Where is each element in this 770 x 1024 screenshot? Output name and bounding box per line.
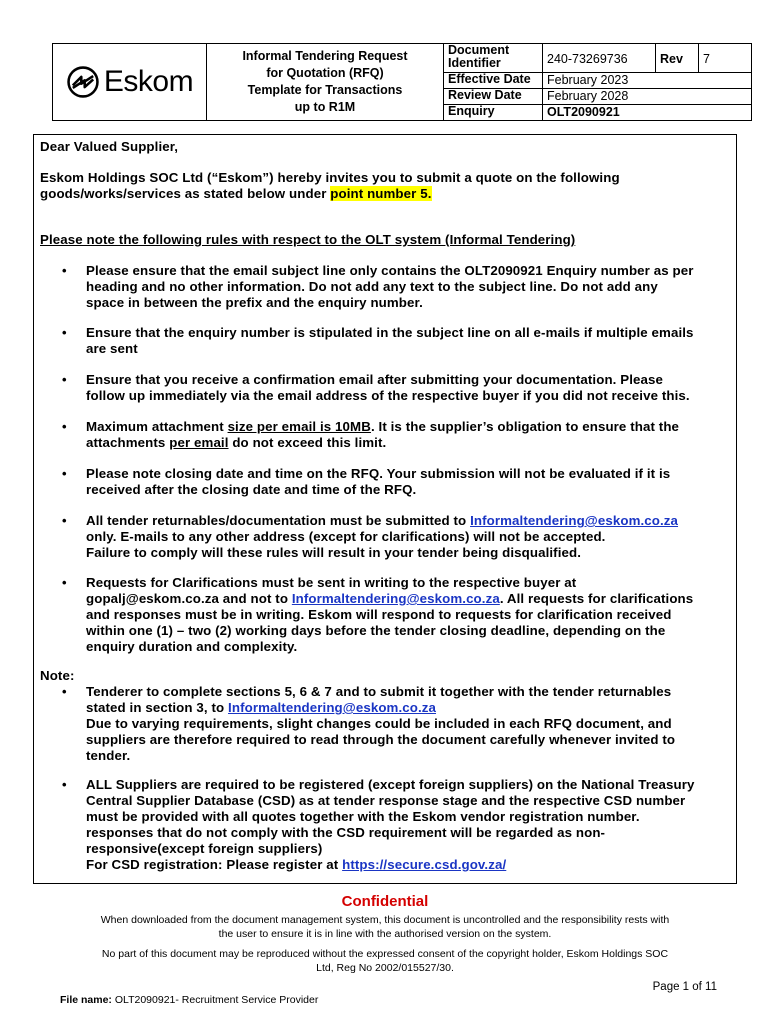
- rule-item: Requests for Clarifications must be sent in writing to the respective buyer at gopalj@eskom.co.za and not to Informaltendering@eskom.co.za. All requests for clarifications and responses must be in writing. Eskom will respond to requests for clarification received within one (1) – two (2) working days before the tender closing deadline, depending on the enquiry duration and complexity.: [86, 575, 694, 654]
- email-link[interactable]: Informaltendering@eskom.co.za: [470, 513, 679, 528]
- note-item: Tenderer to complete sections 5, 6 & 7 and to submit it together with the tender returnables stated in section 3, to Informaltendering@eskom.co.za Due to varying requirements, slight changes could be included in each RFQ document, and suppliers are therefore required to read through the document carefully whenever invited to tender.: [86, 684, 676, 763]
- greeting: Dear Valued Supplier,: [40, 139, 179, 154]
- note-item: ALL Suppliers are required to be registered (except foreign suppliers) on the National Treasury Central Supplier Database (CSD) as at tender response stage and the respective CSD number must be provided with all quotes together with the Eskom vendor registration number. responses that do not comply with the CSD requirement will be regarded as non- responsive(except foreign suppliers) For CSD registration: Please register at https://secure.csd.gov.za/: [86, 777, 695, 872]
- page-number: Page 1 of 11: [652, 981, 717, 993]
- eskom-logo-icon: [66, 65, 100, 99]
- rule-item: Ensure that you receive a confirmation email after submitting your documentation. Please follow up immediately via the email address of the respective buyer if you did not receive this.: [86, 372, 690, 403]
- email-link[interactable]: Informaltendering@eskom.co.za: [228, 700, 437, 715]
- bullet-icon: •: [62, 777, 67, 792]
- rev-value: 7: [699, 44, 752, 73]
- rule-item: All tender returnables/documentation must be submitted to Informaltendering@eskom.co.za only. E-mails to any other address (except for clarifications) will not be accepted. Failure to comply will these rules will result in your tender being disqualified.: [86, 513, 679, 560]
- doc-id-value: 240-73269736: [543, 44, 656, 73]
- bullet-icon: •: [62, 466, 67, 481]
- document-header-table: [52, 43, 752, 121]
- logo-cell: [53, 44, 207, 121]
- bullet-icon: •: [62, 325, 67, 340]
- csd-registration-link[interactable]: https://secure.csd.gov.za/: [342, 857, 507, 872]
- rev-label: Rev: [656, 44, 699, 73]
- review-date-label: Review Date: [444, 89, 543, 105]
- bullet-icon: •: [62, 684, 67, 699]
- logo-text: Eskom: [103, 65, 194, 98]
- rule-item: Please ensure that the email subject line only contains the OLT2090921 Enquiry number as per heading and no other information. Do not add any text to the subject line. Do not add any space in between the prefix and the enquiry number.: [86, 263, 694, 310]
- rule-item: Maximum attachment size per email is 10MB. It is the supplier’s obligation to ensure that the attachments per email do not exceed this limit.: [86, 419, 680, 450]
- bullet-icon: •: [62, 513, 67, 528]
- bullet-icon: •: [62, 575, 67, 590]
- enquiry-value: OLT2090921: [543, 105, 752, 121]
- enquiry-label: Enquiry: [444, 105, 543, 121]
- document-title: [207, 44, 444, 121]
- bullet-icon: •: [62, 419, 67, 434]
- disclaimer-copyright: No part of this document may be reproduced without the expressed consent of the copyright holder, Eskom Holdings SOC Ltd, Reg No 2002/015527/30.: [101, 948, 669, 974]
- email-link[interactable]: Informaltendering@eskom.co.za: [291, 591, 500, 606]
- note-label: Note:: [40, 668, 75, 683]
- bullet-icon: •: [62, 372, 67, 387]
- title-line: Template for Transactions: [247, 83, 403, 97]
- intro-line: Eskom Holdings SOC Ltd (“Eskom”) hereby invites you to submit a quote on the following: [40, 170, 620, 185]
- bullet-icon: •: [62, 263, 67, 278]
- title-line: for Quotation (RFQ): [266, 66, 384, 80]
- doc-id-label: Document Identifier: [444, 44, 543, 73]
- highlighted-reference: point number 5.: [330, 186, 432, 201]
- title-line: Informal Tendering Request: [242, 49, 408, 63]
- rule-item: Please note closing date and time on the RFQ. Your submission will not be evaluated if it is received after the closing date and time of the RFQ.: [86, 466, 671, 497]
- confidential-label: Confidential: [341, 893, 429, 910]
- intro-line: goods/works/services as stated below under point number 5.: [40, 186, 432, 201]
- title-line: up to R1M: [294, 100, 356, 114]
- review-date-value: February 2028: [543, 89, 752, 105]
- eskom-logo: [57, 65, 202, 99]
- effective-date-value: February 2023: [543, 73, 752, 89]
- disclaimer-uncontrolled: When downloaded from the document management system, this document is uncontrolled and the responsibility rests with the user to ensure it is in line with the authorised version on the system.: [100, 914, 670, 940]
- rule-item: Ensure that the enquiry number is stipulated in the subject line on all e-mails if multiple emails are sent: [86, 325, 694, 356]
- rules-heading: Please note the following rules with respect to the OLT system (Informal Tendering): [40, 232, 576, 247]
- effective-date-label: Effective Date: [444, 73, 543, 89]
- file-name: File name: OLT2090921- Recruitment Service Provider: [60, 994, 319, 1006]
